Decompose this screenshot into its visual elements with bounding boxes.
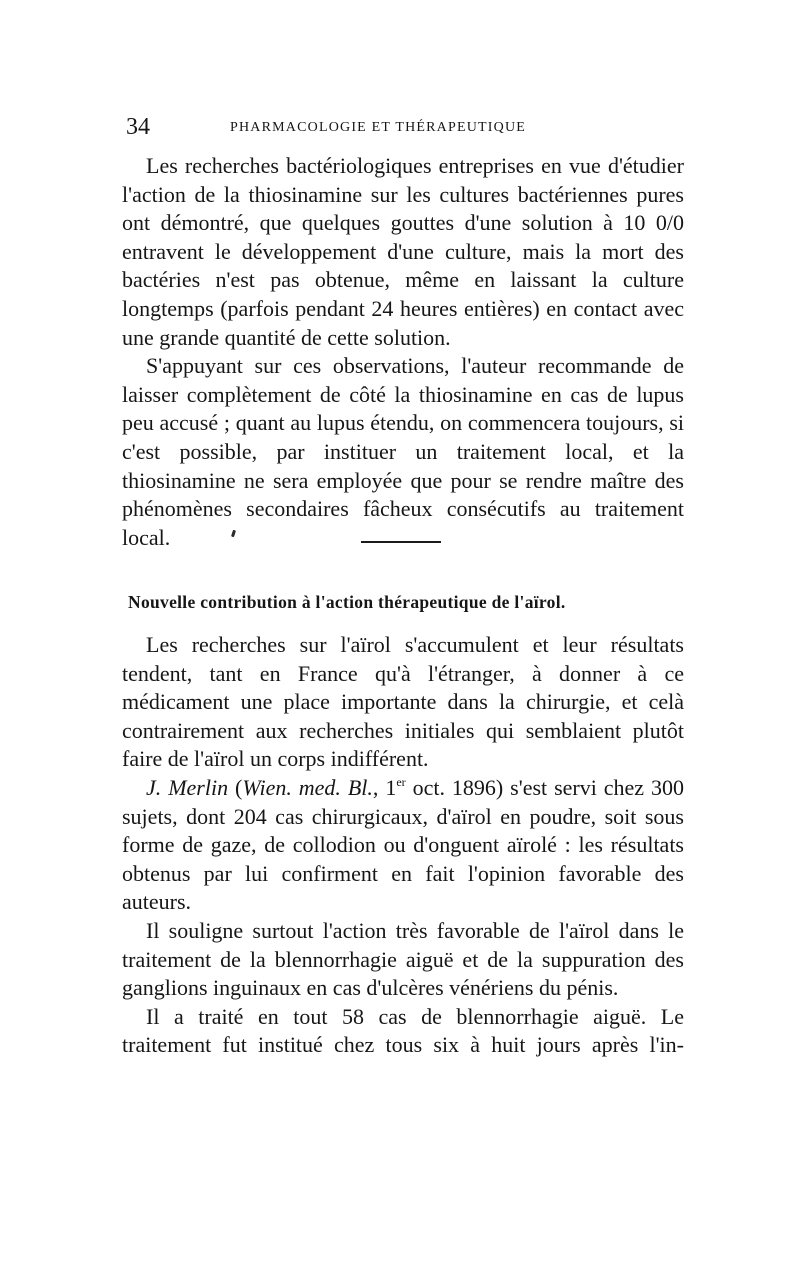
paragraph: Les recherches sur l'aïrol s'accumulent et leur résultats tendent, tant en France qu'à l'étranger, à donner à ce médicament une place importante dans la chirurgie, et celà contrairement aux recherches initiales qui semblaient plutôt faire de l'aïrol un corps indifférent.	[122, 632, 684, 772]
paragraph: Il souligne surtout l'action très favorable de l'aïrol dans le traitement de la blennorrhagie aiguë et de la suppuration des ganglions inguinaux en cas d'ulcères vénériens du pénis.	[122, 917, 684, 1001]
section-airol-text	[122, 631, 684, 1060]
paragraph-continuation: oct. 1896) s'est servi chez 300 sujets, dont 204 cas chirurgicaux, d'aïrol en poudre, soit sous forme de gaze, de collodion ou d'onguent aïrolé : les résultats obtenus par lui confirment en fait l'opinion favorable des auteurs.	[122, 774, 684, 915]
page-number: 34	[126, 114, 150, 140]
date-superscript: er	[396, 774, 406, 789]
page-header	[126, 114, 682, 140]
section-separator-rule	[361, 541, 441, 543]
running-title: PHARMACOLOGIE ET THÉRAPEUTIQUE	[230, 120, 527, 135]
journal-name: Wien. med. Bl.	[242, 774, 373, 800]
section-thiosinamine-text	[122, 152, 684, 552]
paragraph: S'appuyant sur ces observations, l'auteur recommande de laisser complètement de côté la thiosinamine en cas de lupus peu accusé ; quant au lupus étendu, on commencera toujours, si c'est possible, par instituer un traitement local, et la thiosinamine ne sera employée que pour se rendre maître des phénomènes secondaires fâcheux consécutifs au traitement local.	[122, 353, 684, 550]
date-day: 1	[385, 774, 397, 800]
section-heading: Nouvelle contribution à l'action thérapeutique de l'aïrol.	[128, 592, 566, 612]
paragraph: Les recherches bactériologiques entreprises en vue d'étudier l'action de la thiosinamine sur les cultures bactériennes pures ont démontré, que quelques gouttes d'une solution à 10 0/0 entravent le développement d'une culture, mais la mort des bactéries n'est pas obtenue, même en laissant la culture longtemps (parfois pendant 24 heures entières) en contact avec une grande quantité de cette solution.	[122, 153, 684, 350]
paragraph: Il a traité en tout 58 cas de blennorrhagie aiguë. Le traitement fut institué chez tous six à huit jours après l'in-	[122, 1003, 684, 1058]
paragraph-citation: J. Merlin (Wien. med. Bl., 1er oct. 1896) s'est servi chez 300 sujets, dont 204 cas chirurgicaux, d'aïrol en poudre, soit sous forme de gaze, de collodion ou d'onguent aïrolé : les résultats obtenus par lui confirment en fait l'opinion favorable des auteurs.	[122, 774, 684, 915]
author-name: J. Merlin	[146, 774, 229, 800]
